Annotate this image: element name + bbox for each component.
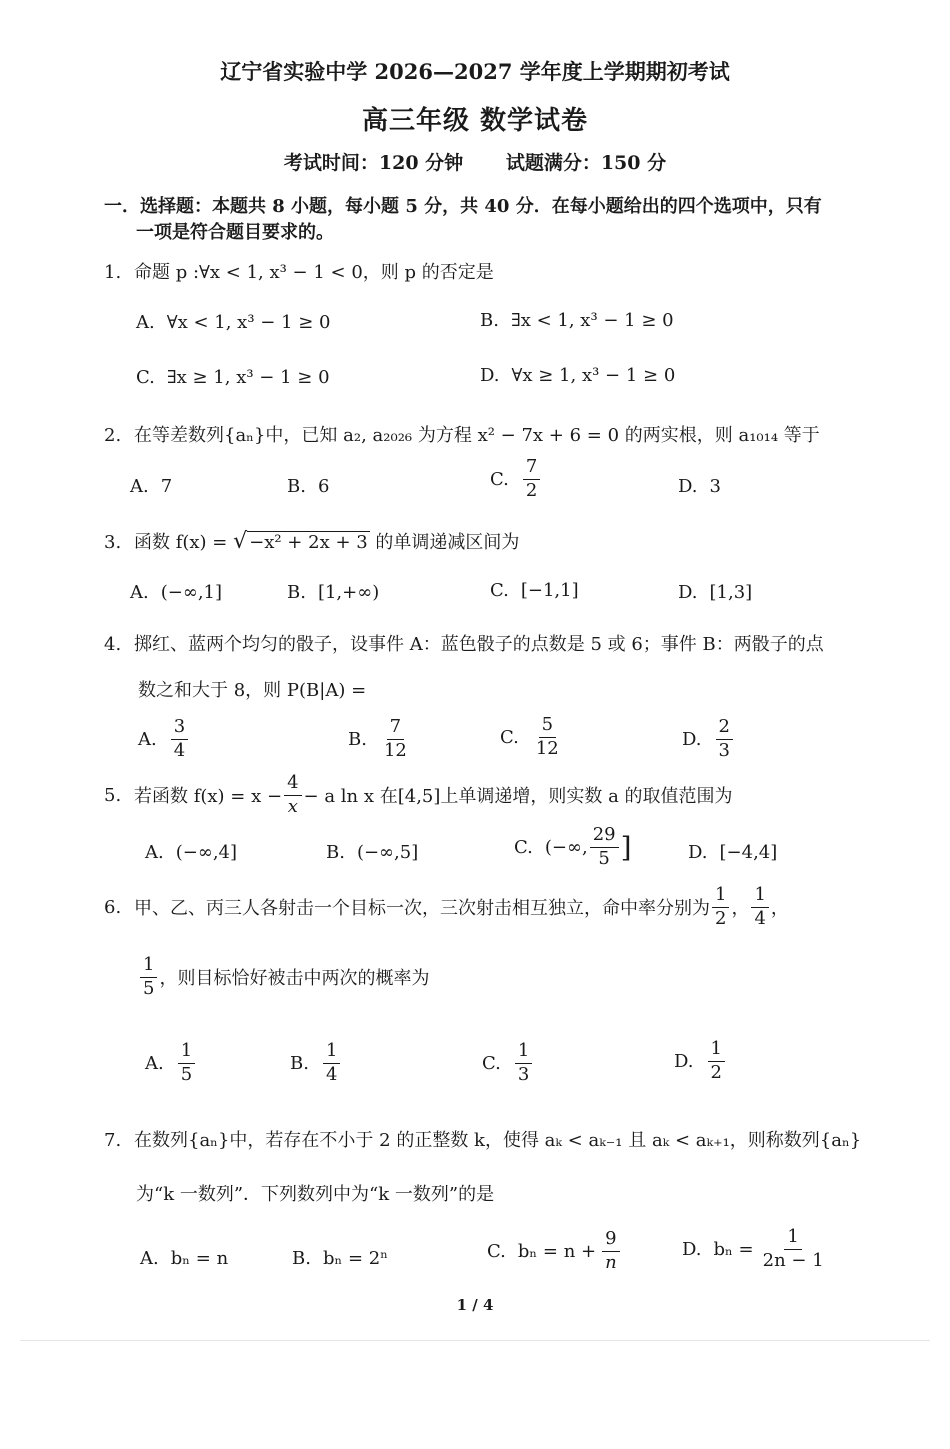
q5-option-b: B. (−∞,5] (326, 842, 419, 863)
q6-option-b: B. $\frac{1}{4}$ (290, 1042, 342, 1085)
question-5: 5. 若函数 f(x) = x − $\frac{4}{x}$ − a ln x 在[4,5]上单调递增，则实数 a 的取值范围为 (104, 772, 733, 817)
q1-option-d: D. ∀x ≥ 1, x³ − 1 ≥ 0 (480, 365, 676, 386)
radicand: −x² + 2x + 3 (249, 532, 368, 553)
exam-score: 试题满分：150 分 (505, 152, 667, 174)
q4-option-a: A. $\frac{3}{4}$ (138, 718, 190, 761)
q1-option-c: C. ∃x ≥ 1, x³ − 1 ≥ 0 (136, 367, 330, 388)
sqrt-sign: √ (233, 529, 248, 554)
question-6: 6. 甲、乙、丙三人各射击一个目标一次，三次射击相互独立，命中率分别为 $\frac{1}{2}$ ， $\frac{1}{4}$ ， (104, 884, 789, 929)
q6-option-c: C. $\frac{1}{3}$ (482, 1042, 534, 1085)
q2-option-b: B. 6 (287, 476, 330, 497)
q1-option-b: B. ∃x < 1, x³ − 1 ≥ 0 (480, 310, 674, 331)
question-3: 3. 函数 f(x) = √ −x² + 2x + 3 的单调递减区间为 (104, 529, 520, 554)
q6-option-a: A. $\frac{1}{5}$ (145, 1042, 197, 1085)
question-stem: 在数列{aₙ}中，若存在不小于 2 的正整数 k，使得 aₖ < aₖ₋₁ 且 aₖ < aₖ₊₁，则称数列{aₙ} (134, 1130, 862, 1151)
q7-option-d: D. bₙ = $\frac{1}{2n - 1}$ (682, 1226, 824, 1271)
q5-option-c: C. (−∞, $\frac{29}{5}$ ] (514, 824, 632, 869)
section-heading-cont: 一项是符合题目要求的。 (136, 222, 334, 243)
exam-time: 考试时间：120 分钟 (283, 152, 464, 174)
q3-option-a: A. (−∞,1] (130, 582, 223, 603)
q3-option-d: D. [1,3] (678, 582, 753, 603)
q2-option-a: A. 7 (130, 476, 173, 497)
question-7-cont: 为“k 一数列”．下列数列中为“k 一数列”的是 (136, 1184, 495, 1205)
question-stem: 在等差数列{aₙ}中，已知 a₂, a₂₀₂₆ 为方程 x² − 7x + 6 = 0 的两实根，则 a₁₀₁₄ 等于 (134, 425, 820, 446)
q3-option-b: B. [1,+∞) (287, 582, 380, 603)
q4-option-d: D. $\frac{2}{3}$ (682, 718, 735, 761)
exam-info (0, 148, 950, 175)
q4-option-b: B. $\frac{7}{12}$ (348, 716, 407, 761)
question-4-cont: 数之和大于 8，则 P(B|A) = (138, 680, 367, 701)
question-stem: 甲、乙、丙三人各射击一个目标一次，三次射击相互独立，命中率分别为 (134, 898, 710, 920)
section-heading: 一．选择题：本题共 8 小题，每小题 5 分，共 40 分．在每小题给出的四个选项中，只有 (104, 196, 822, 217)
q7-option-a: A. bₙ = n (140, 1248, 229, 1269)
question-6-cont: $\frac{1}{5}$ ，则目标恰好被击中两次的概率为 (138, 956, 429, 999)
q7-option-b: B. bₙ = 2ⁿ (292, 1248, 389, 1269)
question-7: 7. 在数列{aₙ}中，若存在不小于 2 的正整数 k，使得 aₖ < aₖ₋₁ 且 aₖ < aₖ₊₁，则称数列{aₙ} (104, 1130, 862, 1151)
q5-option-d: D. [−4,4] (688, 842, 778, 863)
question-1: 1. 命题 p :∀x < 1, x³ − 1 < 0，则 p 的否定是 (104, 262, 494, 283)
question-4: 4. 掷红、蓝两个均匀的骰子，设事件 A：蓝色骰子的点数是 5 或 6；事件 B：两骰子的点 (104, 634, 824, 655)
page-title: 高三年级 数学试卷 (361, 106, 589, 136)
q6-option-d: D. $\frac{1}{2}$ (674, 1040, 727, 1083)
q1-option-a: A. ∀x < 1, x³ − 1 ≥ 0 (136, 312, 331, 333)
question-2: 2. 在等差数列{aₙ}中，已知 a₂, a₂₀₂₆ 为方程 x² − 7x + 6 = 0 的两实根，则 a₁₀₁₄ 等于 (104, 425, 820, 446)
q3-option-c: C. [−1,1] (490, 580, 579, 601)
scan-edge-divider (20, 1340, 930, 1341)
q2-option-c: C. $\frac{7}{2}$ (490, 458, 542, 501)
question-stem: 命题 p :∀x < 1, x³ − 1 < 0，则 p 的否定是 (134, 262, 494, 283)
school-line: 辽宁省实验中学 2026—2027 学年度上学期期初考试 (220, 59, 730, 84)
q4-option-c: C. $\frac{5}{12}$ (500, 714, 559, 759)
q2-option-d: D. 3 (678, 476, 721, 497)
q5-option-a: A. (−∞,4] (145, 842, 238, 863)
page-number: 1 / 4 (456, 1296, 494, 1314)
q7-option-c: C. bₙ = n + $\frac{9}{n}$ (487, 1230, 622, 1273)
question-stem: 掷红、蓝两个均匀的骰子，设事件 A：蓝色骰子的点数是 5 或 6；事件 B：两骰子的点 (134, 634, 824, 655)
